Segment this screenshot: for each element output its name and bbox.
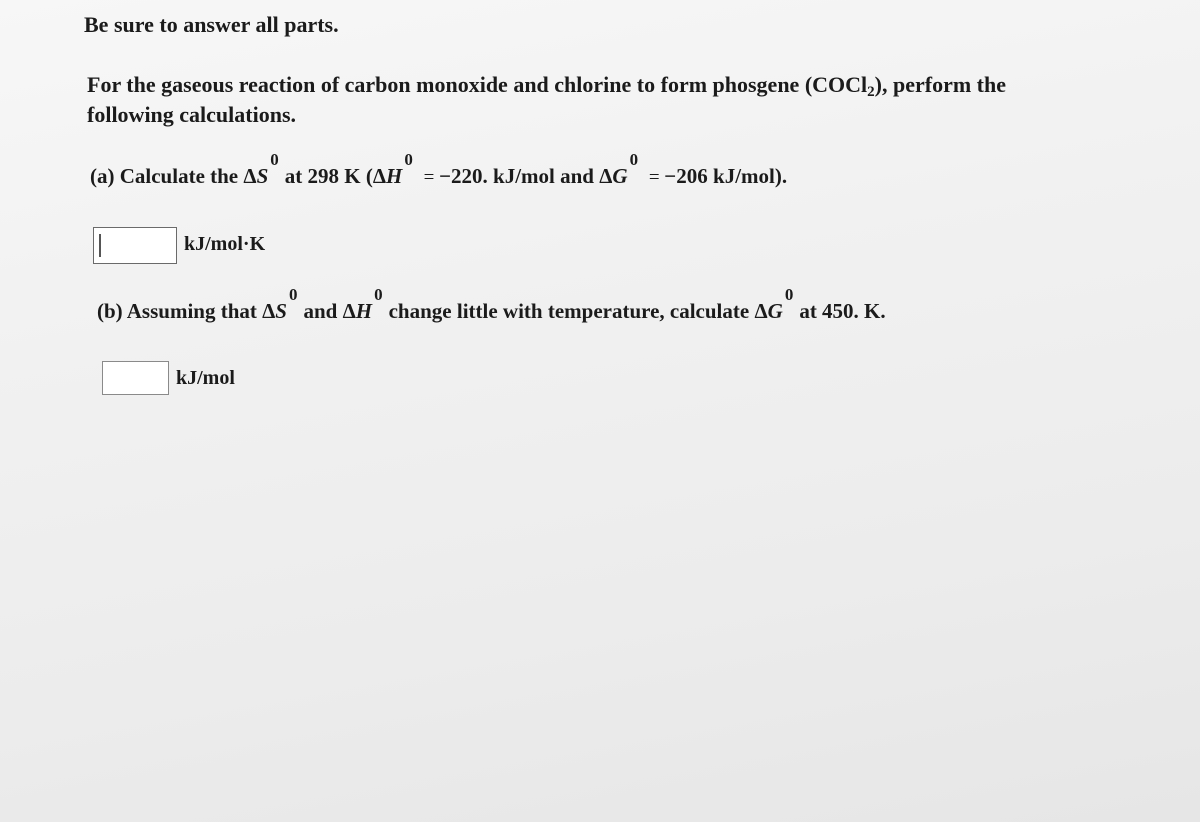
delta-symbol: Δ [754, 299, 768, 323]
part-a-label: (a) Calculate the [90, 164, 244, 188]
enthalpy-value: −220. kJ/mol and [439, 164, 600, 188]
delta-symbol: Δ [262, 299, 276, 323]
delta-symbol: Δ [599, 164, 613, 188]
part-b-question [97, 285, 886, 324]
delta-symbol: Δ [342, 299, 356, 323]
problem-prompt [87, 70, 1097, 130]
part-a-answer-input[interactable] [93, 227, 177, 264]
standard-degree-symbol: 0 [404, 150, 413, 169]
gibbs-value: −206 kJ/mol). [664, 164, 788, 188]
standard-degree-symbol: 0 [270, 150, 279, 169]
part-a-question [90, 150, 788, 189]
standard-degree-symbol: 0 [374, 285, 383, 304]
standard-degree-symbol: 0 [784, 285, 794, 304]
instructions-text: Be sure to answer all parts. [84, 12, 339, 37]
part-b-text-end: at 450. K. [799, 299, 886, 323]
prompt-text-start: For the gaseous reaction of carbon monoxide and chlorine to form phosgene ( [87, 72, 813, 97]
part-b-label: (b) Assuming that [97, 299, 263, 323]
gibbs-symbol: G [767, 299, 783, 323]
gibbs-symbol: G [612, 164, 628, 188]
text-cursor [99, 234, 101, 257]
part-b-unit-label: kJ/mol [176, 367, 235, 389]
enthalpy-symbol: H [386, 164, 403, 188]
part-a-text-temp: at 298 K ( [284, 164, 373, 188]
prompt-text-end: ), perform the following calculations. [87, 72, 1006, 127]
formula-subscript: 2 [867, 84, 875, 100]
delta-symbol: Δ [243, 164, 257, 188]
part-a-unit-label: kJ/mol·K [184, 233, 266, 255]
enthalpy-symbol: H [355, 299, 373, 323]
part-b-answer-input[interactable] [102, 361, 169, 395]
equals-sign: = [644, 167, 665, 188]
formula-main: COCl [812, 72, 868, 97]
entropy-symbol: S [256, 164, 269, 188]
part-b-text-mid: change little with temperature, calculate [388, 299, 755, 323]
entropy-symbol: S [275, 299, 287, 323]
delta-symbol: Δ [372, 164, 386, 188]
standard-degree-symbol: 0 [629, 150, 639, 169]
part-b-text-and: and [303, 299, 343, 323]
standard-degree-symbol: 0 [288, 285, 298, 304]
equals-sign: = [418, 167, 440, 188]
